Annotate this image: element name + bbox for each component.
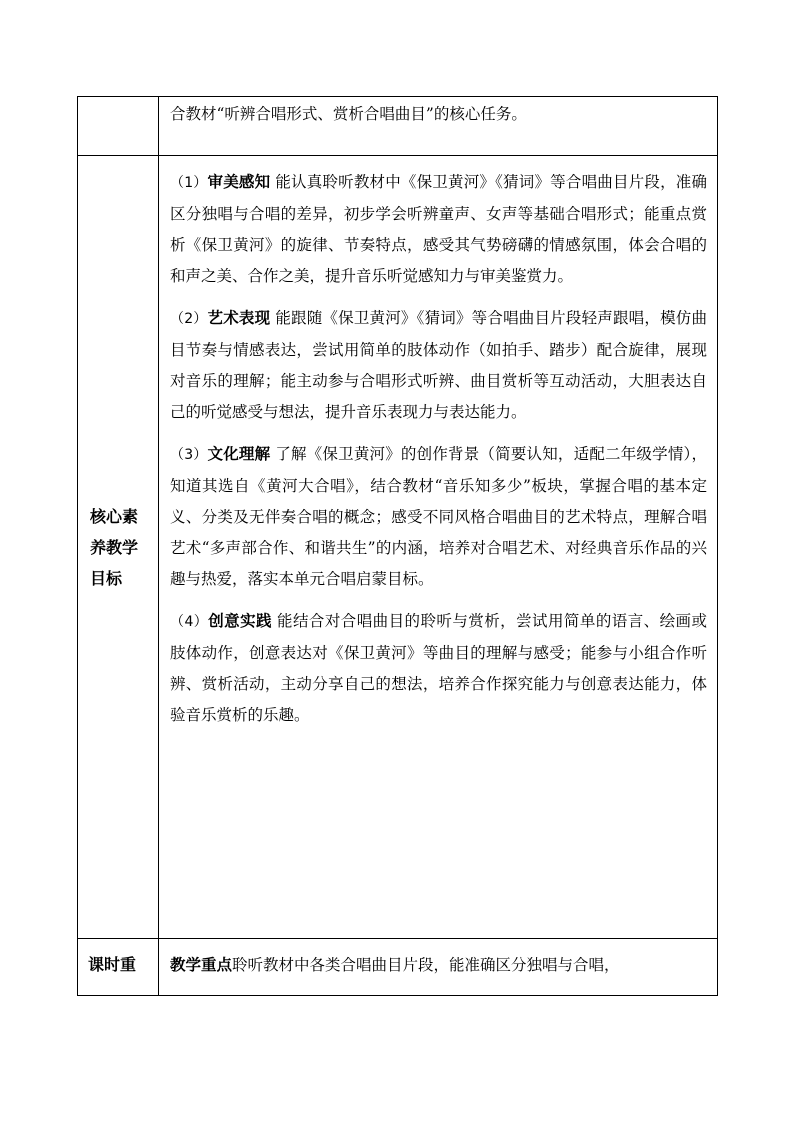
core-goals-label-cell (78, 156, 159, 939)
lesson-focus-label: 课时重 (88, 955, 137, 974)
goal-text: 了解《保卫黄河》的创作背景（简要认知，适配二年级学情），知道其选自《黄河大合唱》，结合教材“音乐知多少”板块，掌握合唱的基本定义、分类及无伴奏合唱的概念；感受不同风格合唱曲目的艺术特点，理解合唱艺术“多声部合作、和谐共生”的内涵，培养对合唱艺术、对经典音乐作品的兴趣与热爱，落实本单元合唱启蒙目标。 (170, 445, 707, 588)
goal-text: 能认真聆听教材中《保卫黄河》《猜词》等合唱曲目片段，准确区分独唱与合唱的差异，初步学会听辨童声、女声等基础合唱形式；能重点赏析《保卫黄河》的旋律、节奏特点，感受其气势磅礴的情感氛围，体会合唱的和声之美、合作之美，提升音乐听觉感知力与审美鉴赏力。 (170, 173, 707, 285)
goal-number: （3） (170, 447, 208, 463)
goal-keyword: 艺术表现 (207, 308, 271, 327)
lesson-focus-content-cell (159, 939, 718, 996)
intro-text: 合教材“听辨合唱形式、赏析合唱曲目”的核心任务。 (170, 105, 527, 123)
goal-keyword: 审美感知 (207, 172, 271, 191)
lesson-focus-row (78, 939, 718, 996)
intro-label-cell (78, 97, 159, 156)
goal-artistic-expression (170, 302, 707, 428)
lesson-focus-label-cell (78, 939, 159, 996)
goal-keyword: 创意实践 (208, 611, 272, 630)
intro-text-cell (159, 97, 718, 156)
teaching-focus-keyword: 教学重点 (170, 955, 233, 974)
goal-aesthetic-perception (170, 166, 707, 292)
teaching-focus-text: 聆听教材中各类合唱曲目片段，能准确区分独唱与合唱， (232, 956, 620, 974)
goal-number: （4） (170, 614, 209, 630)
goal-number: （1） (170, 175, 208, 191)
core-goals-label: 核心素养教学目标 (90, 506, 139, 588)
intro-row (78, 97, 718, 156)
goal-text: 能跟随《保卫黄河》《猜词》等合唱曲目片段轻声跟唱，模仿曲目节奏与情感表达，尝试用简单的肢体动作（如拍手、踏步）配合旋律，展现对音乐的理解；能主动参与合唱形式听辨、曲目赏析等互动活动，大胆表达自己的听觉感受与想法，提升音乐表现力与表达能力。 (170, 309, 707, 421)
goal-keyword: 文化理解 (207, 444, 271, 463)
core-goals-content-cell (159, 156, 718, 939)
core-goals-row (78, 156, 718, 939)
goal-cultural-understanding (170, 438, 707, 595)
lesson-plan-table (77, 96, 718, 996)
goal-text: 能结合对合唱曲目的聆听与赏析，尝试用简单的语言、绘画或肢体动作，创意表达对《保卫黄河》等曲目的理解与感受；能参与小组合作听辨、赏析活动，主动分享自己的想法，培养合作探究能力与创意表达能力，体验音乐赏析的乐趣。 (170, 612, 707, 724)
goal-creative-practice (170, 605, 707, 731)
goal-number: （2） (170, 311, 208, 327)
